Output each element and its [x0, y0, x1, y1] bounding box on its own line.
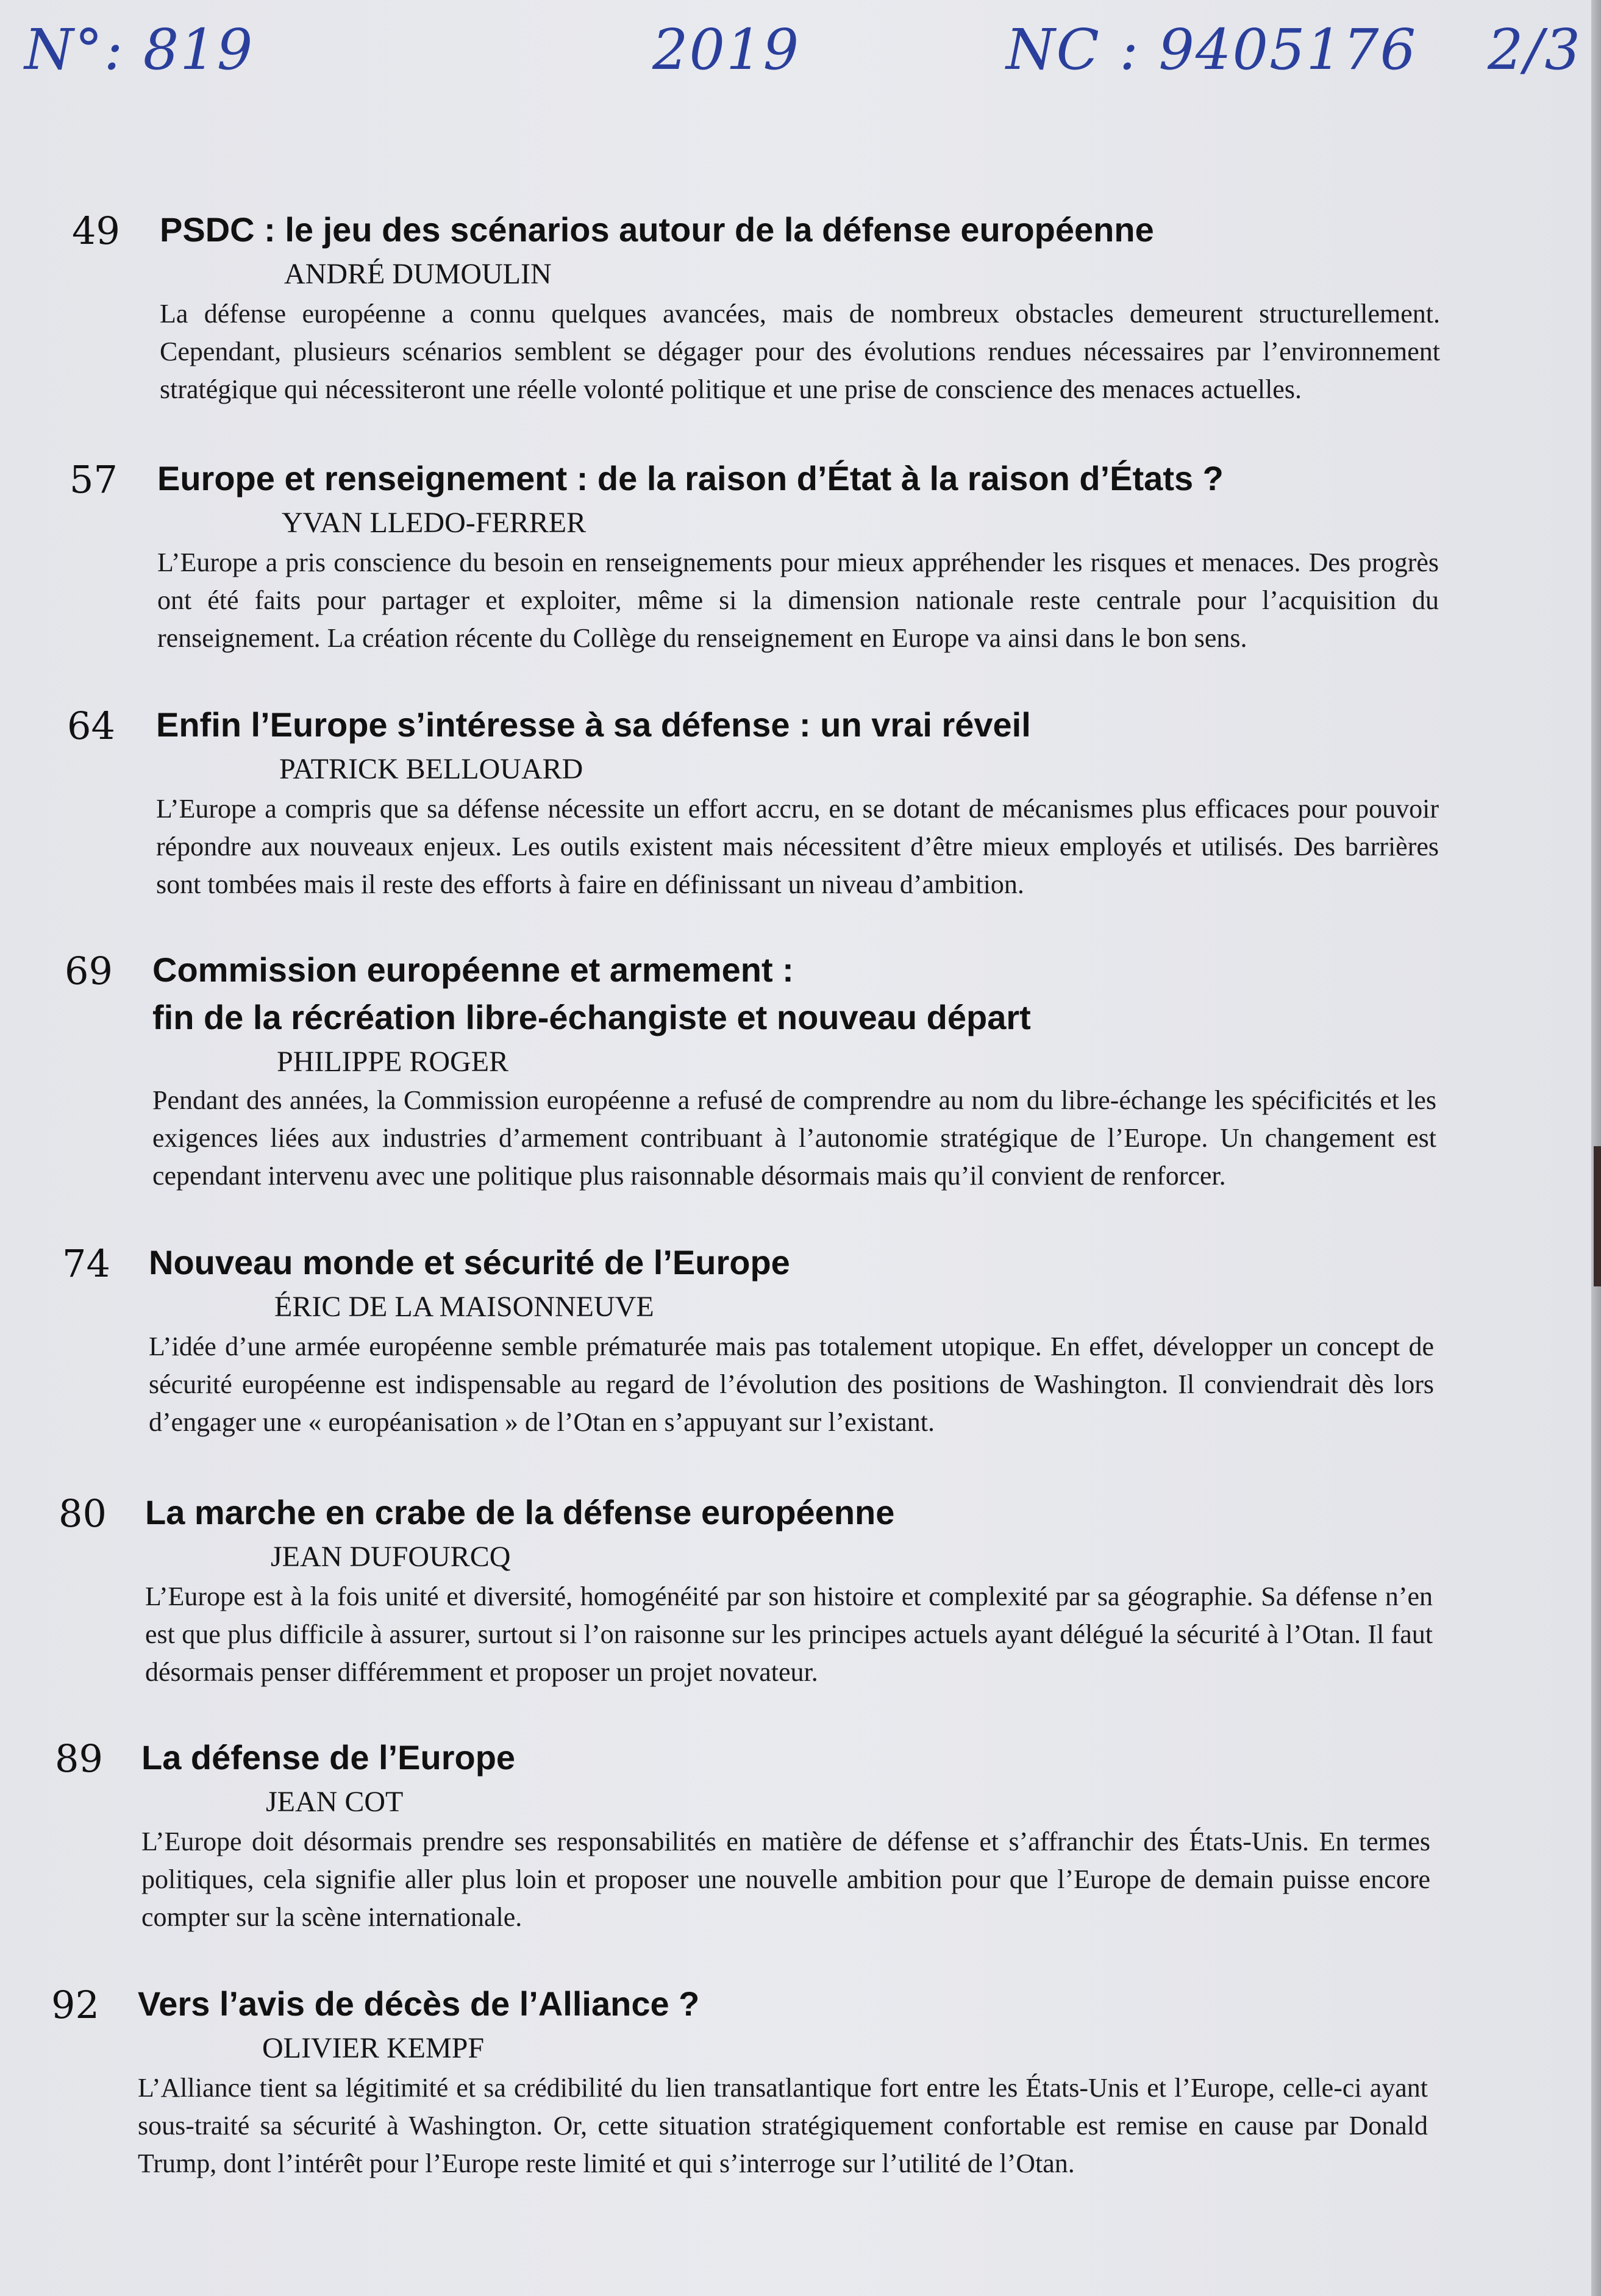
entry-title: La défense de l’Europe — [141, 1738, 516, 1777]
entry-abstract: L’Europe a pris conscience du besoin en renseignements pour mieux appréhender les risques et menaces. Des progrès ont été faits pour partager et exploiter, même si la dimension nationale reste centrale pour l’acquisition du renseignement. La création récente du Collège du renseignement en Europe va ainsi dans le bon sens. — [157, 547, 1439, 653]
entry-author: ÉRIC DE LA MAISONNEUVE — [274, 1291, 654, 1323]
entry-page-number: 69 — [65, 949, 113, 993]
entry-author: PATRICK BELLOUARD — [279, 753, 583, 785]
entry-author: OLIVIER KEMPF — [262, 2032, 485, 2064]
entry-author: JEAN COT — [266, 1786, 404, 1818]
entry-page-number: 57 — [70, 457, 118, 502]
entry-abstract: L’idée d’une armée européenne semble prématurée mais pas totalement utopique. En effet, développer un concept de sécurité européenne est indispensable au regard de l’évolution des positions de Washington. Il conviendrait dès lors d’engager une « européanisation » de l’Otan en s’appuyant sur l’existant. — [149, 1332, 1434, 1437]
entry-author: PHILIPPE ROGER — [277, 1046, 509, 1078]
handwritten-number: N°: 819 — [24, 17, 254, 82]
binding-tab — [1594, 1146, 1601, 1286]
entry-author: JEAN DUFOURCQ — [271, 1541, 511, 1573]
entry-abstract: L’Europe a compris que sa défense nécessite un effort accru, en se dotant de mécanismes plus efficaces pour pouvoir répondre aux nouveaux enjeux. Les outils existent mais nécessitent d’être mieux employés et utilisés. Des barrières sont tombées mais il reste des efforts à faire en définissant un niveau d’ambition. — [156, 794, 1439, 899]
entry-abstract: La défense européenne a connu quelques avancées, mais de nombreux obstacles demeurent structurellement. Cependant, plusieurs scénarios semblent se dégager pour des évolutions rendues nécessaires par l’environnement stratégique qui nécessiteront une réelle volonté politique et une prise de conscience des menaces actuelles. — [160, 299, 1440, 404]
entry-page-number: 74 — [62, 1241, 110, 1286]
entry-page-number: 49 — [72, 209, 120, 253]
entry-title: Vers l’avis de décès de l’Alliance ? — [138, 1984, 700, 2023]
entry-author: YVAN LLEDO-FERRER — [282, 507, 587, 539]
entry-title: Europe et renseignement : de la raison d’État à la raison d’États ? — [157, 459, 1224, 497]
entry-abstract: Pendant des années, la Commission européenne a refusé de comprendre au nom du libre-échange les spécificités et les exigences liées aux industries d’armement contribuant à l’autonomie stratégique de l’Europe. Un changement est cependant intervenu avec une politique plus raisonnable désormais mais qu’il convient de renforcer. — [152, 1085, 1436, 1191]
entry-title: Nouveau monde et sécurité de l’Europe — [149, 1243, 790, 1282]
entry-abstract: L’Europe doit désormais prendre ses responsabilités en matière de défense et s’affranchir des États-Unis. En termes politiques, cela signifie aller plus loin et proposer une nouvelle ambition pour que l’Europe de demain puisse encore compter sur la scène internationale. — [141, 1827, 1430, 1932]
entry-author: ANDRÉ DUMOULIN — [284, 258, 552, 290]
entry-page-number: 80 — [59, 1491, 107, 1536]
entry-page-number: 92 — [51, 1983, 99, 2027]
entry-page-number: 89 — [55, 1736, 103, 1781]
entry-title-line-2: fin de la récréation libre-échangiste et nouveau départ — [152, 998, 1031, 1036]
entry-abstract: L’Europe est à la fois unité et diversité, homogénéité par son histoire et complexité par sa géographie. Sa défense n’en est que plus difficile à assurer, surtout si l’on raisonne sur les principes actuels ayant délégué la sécurité à l’Otan. Il faut désormais penser différemment et proposer un projet novateur. — [145, 1581, 1433, 1687]
entry-title: Enfin l’Europe s’intéresse à sa défense : un vrai réveil — [156, 705, 1031, 744]
entry-abstract: L’Alliance tient sa légitimité et sa crédibilité du lien transatlantique fort entre les États-Unis et l’Europe, celle-ci ayant sous-traité sa sécurité à Washington. Or, cette situation stratégiquement confortable est remise en cause par Donald Trump, dont l’intérêt pour l’Europe reste limité et qui s’interroge sur l’utilité de l’Otan. — [138, 2073, 1428, 2178]
entry-title: La marche en crabe de la défense européenne — [145, 1493, 895, 1531]
entry-title: PSDC : le jeu des scénarios autour de la défense européenne — [160, 210, 1154, 249]
entry-title: Commission européenne et armement : — [152, 950, 794, 989]
entry-page-number: 64 — [67, 704, 115, 748]
handwritten-nc: NC : 9405176 — [1006, 17, 1417, 82]
handwritten-year: 2019 — [652, 17, 800, 82]
handwritten-page-count: 2/3 — [1488, 17, 1582, 82]
